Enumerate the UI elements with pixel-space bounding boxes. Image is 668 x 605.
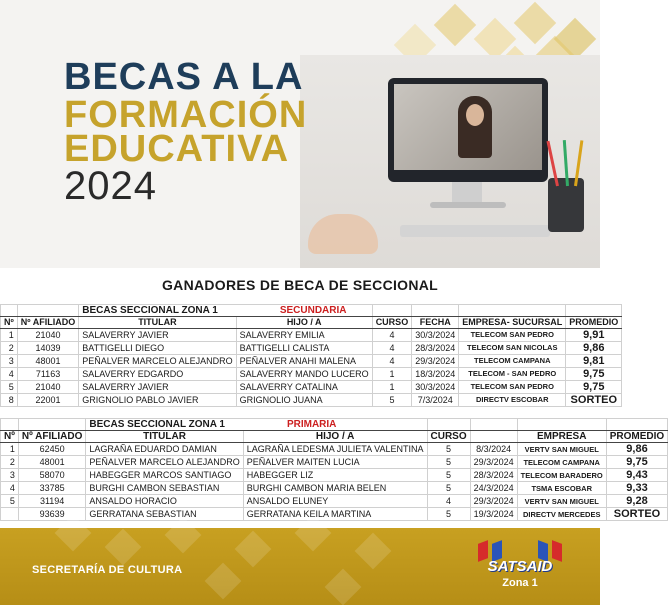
affiliate-number-cell: 31194 [18, 495, 86, 508]
company-cell: DIRECTV ESCOBAR [459, 393, 566, 406]
col-header: PROMEDIO [566, 317, 622, 329]
primaria-section-header [1, 419, 668, 431]
company-cell: TELECOM BARADERO [517, 469, 606, 482]
hero-title-line3: EDUCATIVA [64, 128, 290, 170]
average-cell: 9,81 [566, 354, 622, 367]
footer-bar [0, 528, 600, 605]
footer-label: SECRETARÍA DE CULTURA [32, 564, 183, 576]
child-name-cell: HABEGGER LIZ [243, 469, 427, 482]
affiliate-number-cell: 93639 [18, 508, 86, 521]
secundaria-table [0, 304, 622, 407]
video-call-screen [394, 84, 542, 170]
affiliate-number-cell: 62450 [18, 443, 86, 456]
average-cell: 9,86 [606, 443, 667, 456]
row-number-cell: 3 [1, 469, 19, 482]
results-sheet [0, 268, 665, 528]
hero-title-line1: BECAS A LA [64, 56, 304, 98]
holder-name-cell: PEÑALVER MARCELO ALEJANDRO [86, 456, 243, 469]
col-header: CURSO [427, 431, 470, 443]
course-cell: 4 [372, 341, 412, 354]
row-number-cell: 3 [1, 354, 18, 367]
table-row [1, 443, 668, 456]
course-cell: 1 [372, 380, 412, 393]
average-cell: SORTEO [606, 508, 667, 521]
average-cell: 9,43 [606, 469, 667, 482]
affiliate-number-cell: 21040 [17, 380, 78, 393]
course-cell: 5 [427, 469, 470, 482]
table-row [1, 456, 668, 469]
course-cell: 4 [427, 495, 470, 508]
row-number-cell [1, 508, 19, 521]
course-cell: 5 [427, 456, 470, 469]
keyboard-illustration [400, 225, 550, 237]
row-number-cell: 1 [1, 443, 19, 456]
secundaria-section-header [1, 305, 622, 317]
sheet-title: GANADORES DE BECA DE SECCIONAL [161, 277, 439, 293]
child-name-cell: LAGRAÑA LEDESMA JULIETA VALENTINA [243, 443, 427, 456]
hero-year: 2024 [64, 164, 157, 208]
child-name-cell: BATTIGELLI CALISTA [236, 341, 372, 354]
company-cell: TELECOM SAN NICOLAS [459, 341, 566, 354]
child-name-cell: SALAVERRY CATALINA [236, 380, 372, 393]
row-number-cell: 2 [1, 341, 18, 354]
affiliate-number-cell: 21040 [17, 328, 78, 341]
col-header: Nº [1, 431, 19, 443]
row-number-cell: 1 [1, 328, 18, 341]
col-header: CURSO [372, 317, 412, 329]
hero-title-line2: FORMACIÓN [64, 94, 308, 136]
average-cell: 9,75 [566, 367, 622, 380]
table-row [1, 393, 622, 406]
holder-name-cell: BURGHI CAMBON SEBASTIAN [86, 482, 243, 495]
holder-name-cell: LAGRAÑA EDUARDO DAMIAN [86, 443, 243, 456]
col-header: Nº AFILIADO [18, 431, 86, 443]
row-number-cell: 5 [1, 495, 19, 508]
holder-name-cell: GERRATANA SEBASTIAN [86, 508, 243, 521]
company-cell: VERTV SAN MIGUEL [517, 443, 606, 456]
level-label: PRIMARIA [286, 419, 337, 430]
holder-name-cell: BATTIGELLI DIEGO [79, 341, 236, 354]
col-header: TITULAR [79, 317, 236, 329]
table-row [1, 354, 622, 367]
child-name-cell: PEÑALVER MAITEN LUCIA [243, 456, 427, 469]
date-cell: 18/3/2024 [412, 367, 459, 380]
date-cell: 8/3/2024 [470, 443, 517, 456]
affiliate-number-cell: 33785 [18, 482, 86, 495]
child-name-cell: PEÑALVER ANAHI MALENA [236, 354, 372, 367]
affiliate-number-cell: 48001 [17, 354, 78, 367]
course-cell: 5 [427, 508, 470, 521]
table-row [1, 482, 668, 495]
company-cell: TELECOM CAMPANA [517, 456, 606, 469]
table-row [1, 495, 668, 508]
monitor-illustration [388, 78, 548, 182]
table-row [1, 380, 622, 393]
col-header: EMPRESA [517, 431, 606, 443]
company-cell: DIRECTV MERCEDES [517, 508, 606, 521]
col-header: FECHA [412, 317, 459, 329]
table-row [1, 469, 668, 482]
section-label: BECAS SECCIONAL ZONA 1 [82, 305, 218, 316]
child-name-cell: ANSALDO ELUNEY [243, 495, 427, 508]
company-cell: TELECOM CAMPANA [459, 354, 566, 367]
date-cell: 29/3/2024 [470, 456, 517, 469]
row-number-cell: 2 [1, 456, 19, 469]
row-number-cell: 4 [1, 482, 19, 495]
average-cell: 9,75 [566, 380, 622, 393]
date-cell: 7/3/2024 [412, 393, 459, 406]
primaria-table [0, 418, 668, 521]
holder-name-cell: HABEGGER MARCOS SANTIAGO [86, 469, 243, 482]
child-name-cell: BURGHI CAMBON MARIA BELEN [243, 482, 427, 495]
date-cell: 30/3/2024 [412, 380, 459, 393]
logo-name: SATSAID [487, 558, 553, 575]
date-cell: 19/3/2024 [470, 508, 517, 521]
affiliate-number-cell: 22001 [17, 393, 78, 406]
affiliate-number-cell: 14039 [17, 341, 78, 354]
child-name-cell: SALAVERRY MANDO LUCERO [236, 367, 372, 380]
logo-sub: Zona 1 [502, 577, 538, 589]
company-cell: VERTV SAN MIGUEL [517, 495, 606, 508]
course-cell: 5 [427, 443, 470, 456]
company-cell: TELECOM SAN PEDRO [459, 380, 566, 393]
col-header: EMPRESA- SUCURSAL [459, 317, 566, 329]
primaria-column-headers [1, 431, 668, 443]
course-cell: 5 [372, 393, 412, 406]
date-cell: 29/3/2024 [470, 495, 517, 508]
section-label: BECAS SECCIONAL ZONA 1 [89, 419, 225, 430]
row-number-cell: 4 [1, 367, 18, 380]
date-cell: 24/3/2024 [470, 482, 517, 495]
col-header: PROMEDIO [606, 431, 667, 443]
table-row [1, 341, 622, 354]
average-cell: 9,28 [606, 495, 667, 508]
table-row [1, 508, 668, 521]
col-header: HIJO / A [236, 317, 372, 329]
col-header: TITULAR [86, 431, 243, 443]
average-cell: SORTEO [566, 393, 622, 406]
course-cell: 4 [372, 328, 412, 341]
col-header [470, 431, 517, 443]
satsaid-logo [470, 542, 570, 598]
holder-name-cell: PEÑALVER MARCELO ALEJANDRO [79, 354, 236, 367]
row-number-cell: 5 [1, 380, 18, 393]
table-row [1, 328, 622, 341]
company-cell: TSMA ESCOBAR [517, 482, 606, 495]
course-cell: 1 [372, 367, 412, 380]
child-name-cell: GRIGNOLIO JUANA [236, 393, 372, 406]
row-number-cell: 8 [1, 393, 18, 406]
hero-banner [0, 0, 600, 268]
affiliate-number-cell: 71163 [17, 367, 78, 380]
col-header: HIJO / A [243, 431, 427, 443]
holder-name-cell: SALAVERRY EDGARDO [79, 367, 236, 380]
secundaria-column-headers [1, 317, 622, 329]
average-cell: 9,33 [606, 482, 667, 495]
holder-name-cell: GRIGNOLIO PABLO JAVIER [79, 393, 236, 406]
date-cell: 29/3/2024 [412, 354, 459, 367]
average-cell: 9,75 [606, 456, 667, 469]
average-cell: 9,86 [566, 341, 622, 354]
company-cell: TELECOM - SAN PEDRO [459, 367, 566, 380]
course-cell: 4 [372, 354, 412, 367]
holder-name-cell: ANSALDO HORACIO [86, 495, 243, 508]
col-header: Nº AFILIADO [17, 317, 78, 329]
table-row [1, 367, 622, 380]
level-label: SECUNDARIA [279, 305, 347, 316]
col-header: Nº [1, 317, 18, 329]
affiliate-number-cell: 58070 [18, 469, 86, 482]
child-name-cell: GERRATANA KEILA MARTINA [243, 508, 427, 521]
holder-name-cell: SALAVERRY JAVIER [79, 380, 236, 393]
average-cell: 9,91 [566, 328, 622, 341]
date-cell: 30/3/2024 [412, 328, 459, 341]
date-cell: 28/3/2024 [412, 341, 459, 354]
course-cell: 5 [427, 482, 470, 495]
child-name-cell: SALAVERRY EMILIA [236, 328, 372, 341]
date-cell: 28/3/2024 [470, 469, 517, 482]
holder-name-cell: SALAVERRY JAVIER [79, 328, 236, 341]
affiliate-number-cell: 48001 [18, 456, 86, 469]
company-cell: TELECOM SAN PEDRO [459, 328, 566, 341]
